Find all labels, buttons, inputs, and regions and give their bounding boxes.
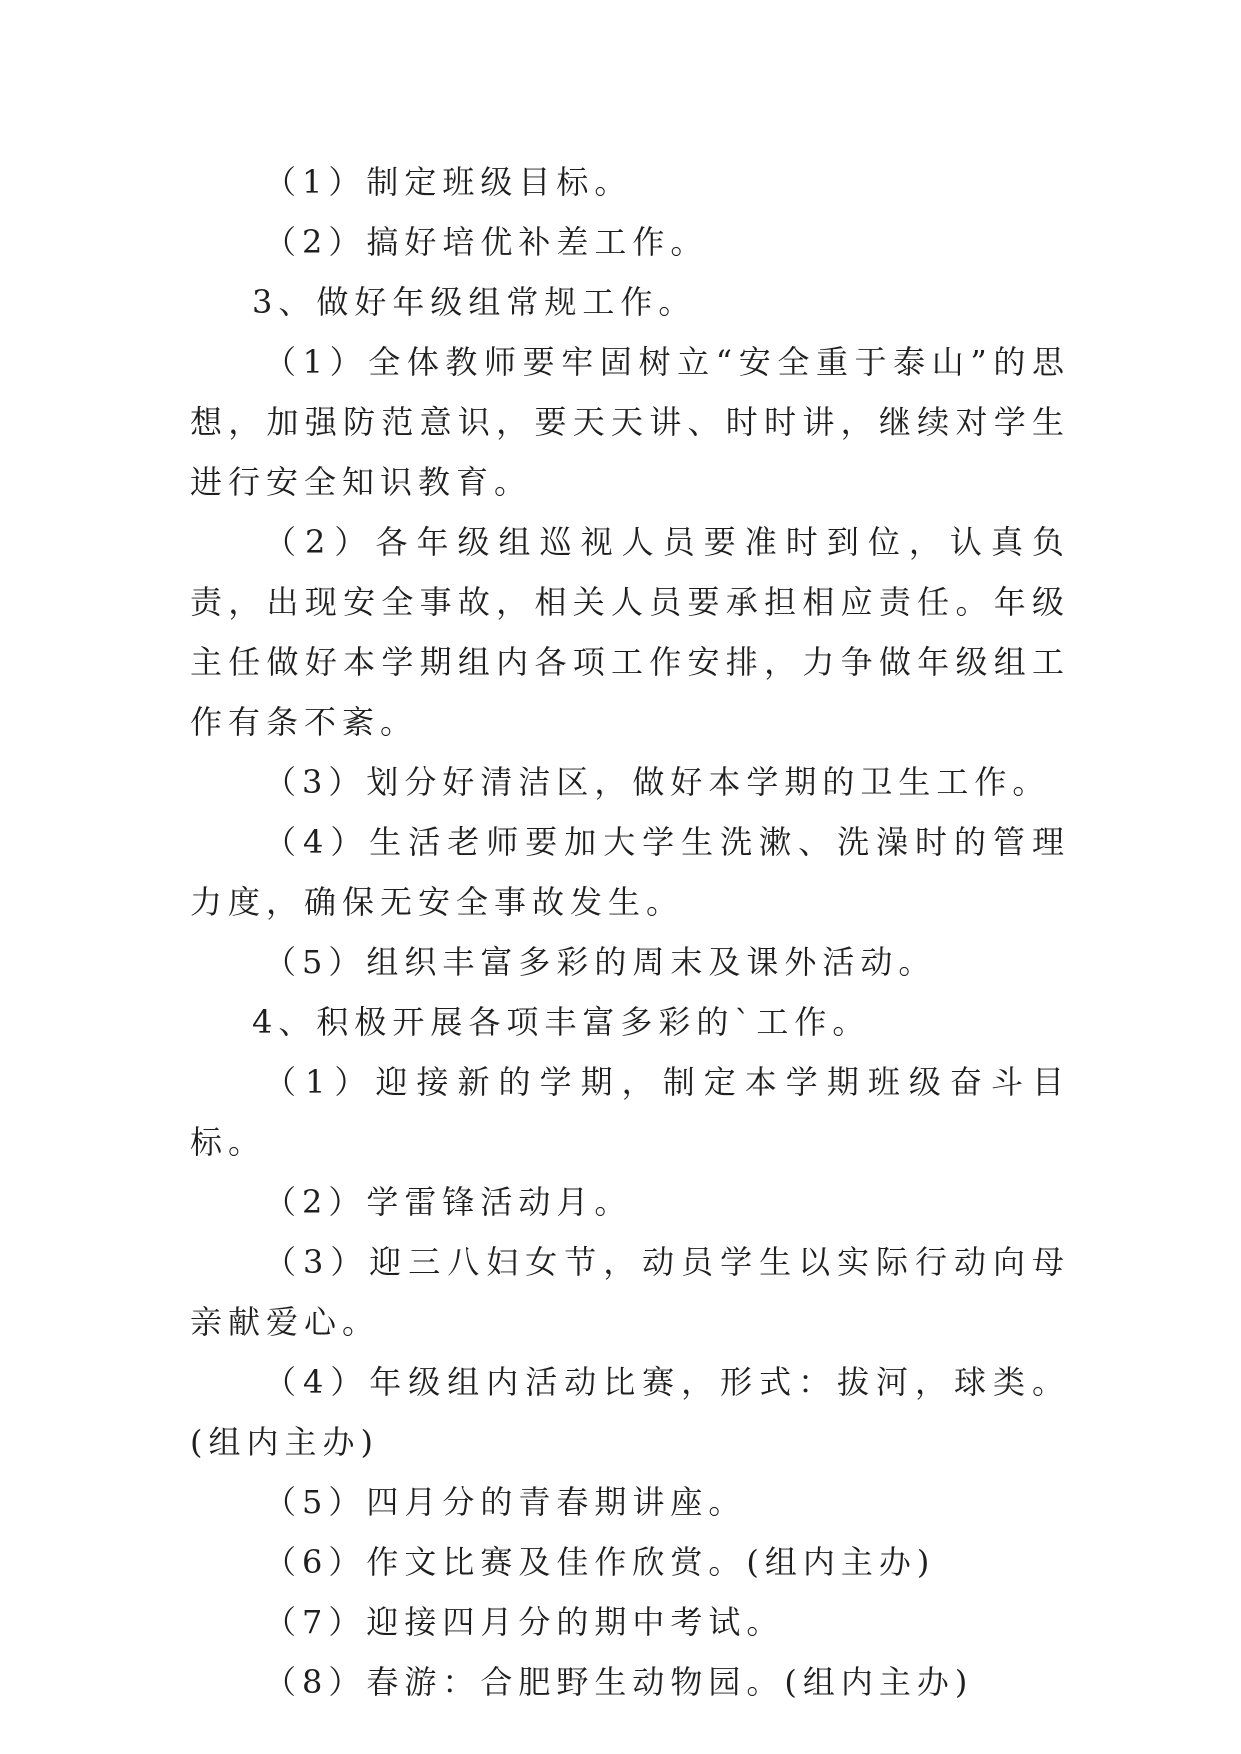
paragraph-item: （1）制定班级目标。 [264, 163, 633, 201]
paragraph-item: （5）四月分的青春期讲座。 [264, 1483, 747, 1521]
document-body [190, 152, 1070, 1712]
paragraph-item: （1）迎接新的学期，制定本学期班级奋斗目标。 [190, 1063, 1070, 1161]
paragraph-item: （2）学雷锋活动月。 [264, 1183, 633, 1221]
paragraph-item: （6）作文比赛及佳作欣赏。(组内主办) [264, 1543, 936, 1581]
paragraph-item: （2）搞好培优补差工作。 [264, 223, 709, 261]
section-heading: 4、积极开展各项丰富多彩的`工作。 [252, 1003, 871, 1041]
paragraph-item: （4）生活老师要加大学生洗漱、洗澡时的管理力度，确保无安全事故发生。 [190, 823, 1070, 921]
paragraph-item: （8）春游：合肥野生动物园。(组内主办) [264, 1663, 974, 1701]
paragraph-item: （3）划分好清洁区，做好本学期的卫生工作。 [264, 763, 1051, 801]
paragraph-item: （1）全体教师要牢固树立“安全重于泰山”的思想，加强防范意识，要天天讲、时时讲，继续对学生进行安全知识教育。 [190, 343, 1070, 501]
paragraph-item: （4）年级组内活动比赛，形式：拔河，球类。(组内主办) [190, 1363, 1070, 1461]
paragraph-item: （2）各年级组巡视人员要准时到位，认真负责，出现安全事故，相关人员要承担相应责任。年级主任做好本学期组内各项工作安排，力争做年级组工作有条不紊。 [190, 523, 1070, 741]
section-heading: 3、做好年级组常规工作。 [252, 283, 697, 321]
paragraph-item: （5）组织丰富多彩的周末及课外活动。 [264, 943, 937, 981]
paragraph-item: （7）迎接四月分的期中考试。 [264, 1603, 785, 1641]
paragraph-item: （3）迎三八妇女节，动员学生以实际行动向母亲献爱心。 [190, 1243, 1070, 1341]
